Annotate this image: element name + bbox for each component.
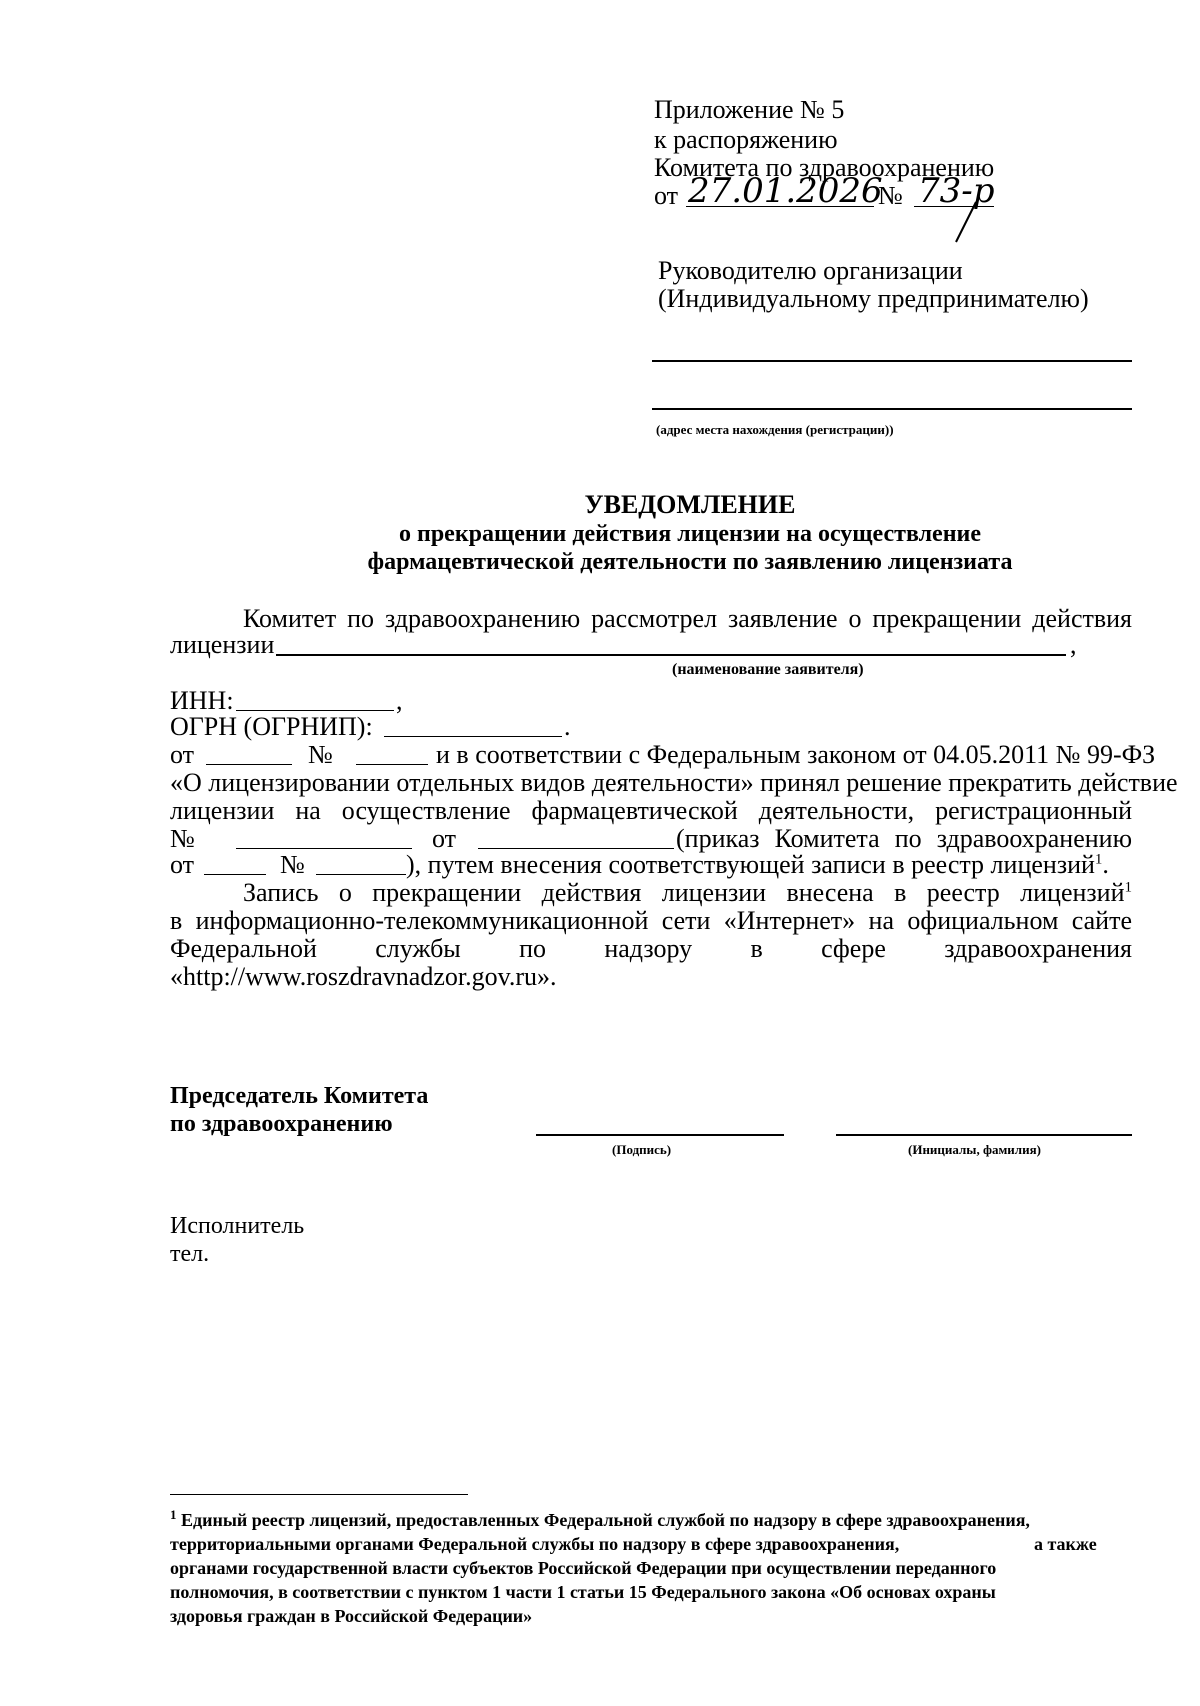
line9-end: . [1102, 850, 1109, 879]
line5-rest: и в соответствии с Федеральным законом от 04.05.2011 № 99-ФЗ [436, 740, 1156, 769]
line8-rest: (приказ Комитета по здравоохранению [676, 824, 1132, 853]
appendix-number-handwritten: 73-р [918, 171, 995, 211]
line9-number-line [316, 874, 406, 875]
address-caption: (адрес места нахождения (регистрации)) [656, 422, 894, 437]
line9-date-line [204, 874, 266, 875]
body-p2-line-1 [243, 878, 1132, 908]
body-p2-line-4: «http://www.roszdravnadzor.gov.ru». [170, 962, 557, 991]
footnote-mark: 1 [170, 1507, 177, 1522]
footnote-line-5: здоровья граждан в Российской Федерации» [170, 1606, 533, 1626]
line9-rest [406, 850, 1109, 880]
p2-line-1-text: Запись о прекращении действия лицензии внесена в реестр лицензий [243, 878, 1125, 907]
body-line-7: лицензии на осуществление фармацевтической деятельности, регистрационный [170, 796, 1132, 825]
applicant-caption: (наименование заявителя) [672, 661, 864, 678]
addressee-address-line [652, 408, 1132, 410]
line9-num: № [280, 850, 305, 879]
line5-from: от [170, 740, 195, 769]
line5-number-line [356, 764, 428, 765]
document-subtitle-2: фармацевтической деятельности по заявлению лицензиата [367, 549, 1013, 575]
line9-text: ), путем внесения соответствующей записи в реестр лицензий [406, 850, 1095, 879]
appendix-number-prefix: № [878, 181, 903, 210]
addressee-name-line [652, 360, 1132, 362]
executor-phone: тел. [170, 1241, 210, 1267]
addressee-line-2: (Индивидуальному предпринимателю) [658, 284, 1089, 313]
appendix-line-2: к распоряжению [654, 125, 838, 154]
ogrn-line [384, 736, 562, 737]
footnote-line-3: органами государственной власти субъектов Российской Федерации при осуществлении переданного [170, 1558, 997, 1578]
appendix-line-3: Комитета по здравоохранению [654, 153, 995, 182]
body-line-2-start: лицензии [170, 630, 275, 659]
inn-line [236, 710, 394, 711]
footnote-separator [170, 1494, 468, 1495]
signer-position-2: по здравоохранению [170, 1111, 393, 1137]
name-caption: (Инициалы, фамилия) [908, 1142, 1041, 1157]
ogrn-label: ОГРН (ОГРНИП): [170, 712, 373, 741]
line8-from: от [432, 824, 457, 853]
footnote-line-1 [170, 1508, 1132, 1532]
appendix-line-1: Приложение № 5 [654, 95, 845, 124]
footnote-mark-2: 1 [1124, 879, 1132, 896]
signature-line [536, 1134, 784, 1136]
addressee-line-1: Руководителю организации [658, 256, 963, 285]
line8-number-line [236, 848, 412, 849]
appendix-date-handwritten: 27.01.2026 [688, 171, 883, 211]
inn-end: , [396, 686, 403, 715]
footnote-line-4: полномочия, в соответствии с пунктом 1 части 1 статьи 15 Федерального закона «Об основах охраны [170, 1582, 996, 1602]
line8-num: № [170, 824, 195, 853]
footnote-line-2: территориальными органами Федеральной службы по надзору в сфере здравоохранения, [170, 1534, 900, 1554]
footnote-line-2-end: а также [1034, 1534, 1097, 1554]
line8-date-line [478, 848, 674, 849]
ogrn-end: . [564, 712, 571, 741]
footnote-text-1: Единый реестр лицензий, предоставленных Федеральной службой по надзору в сфере здравоохранения, [181, 1510, 1030, 1530]
line5-date-line [206, 764, 292, 765]
signer-position-1: Председатель Комитета [170, 1083, 429, 1109]
applicant-name-line [276, 654, 1066, 656]
document-subtitle-1: о прекращении действия лицензии на осуществление [398, 521, 982, 547]
signature-caption: (Подпись) [612, 1142, 672, 1157]
footnote-mark-1: 1 [1094, 851, 1103, 868]
line9-from: от [170, 850, 195, 879]
body-line-2-end: , [1070, 630, 1077, 659]
document-title: УВЕДОМЛЕНИЕ [584, 490, 796, 519]
appendix-date-prefix: от [654, 181, 679, 210]
body-line-1: Комитет по здравоохранению рассмотрел заявление о прекращении действия [243, 604, 1132, 633]
body-p2-line-2: в информационно-телекоммуникационной сети «Интернет» на официальном сайте [170, 906, 1132, 935]
name-line [836, 1134, 1132, 1136]
body-line-6: «О лицензировании отдельных видов деятельности» принял решение прекратить действие [170, 768, 1178, 797]
inn-label: ИНН: [170, 686, 234, 715]
handwritten-stroke [950, 200, 980, 245]
body-p2-line-3: Федеральной службы по надзору в сфере здравоохранения [170, 934, 1132, 963]
appendix-date-underline [686, 206, 874, 207]
line5-num: № [308, 740, 333, 769]
executor-label: Исполнитель [170, 1213, 305, 1239]
